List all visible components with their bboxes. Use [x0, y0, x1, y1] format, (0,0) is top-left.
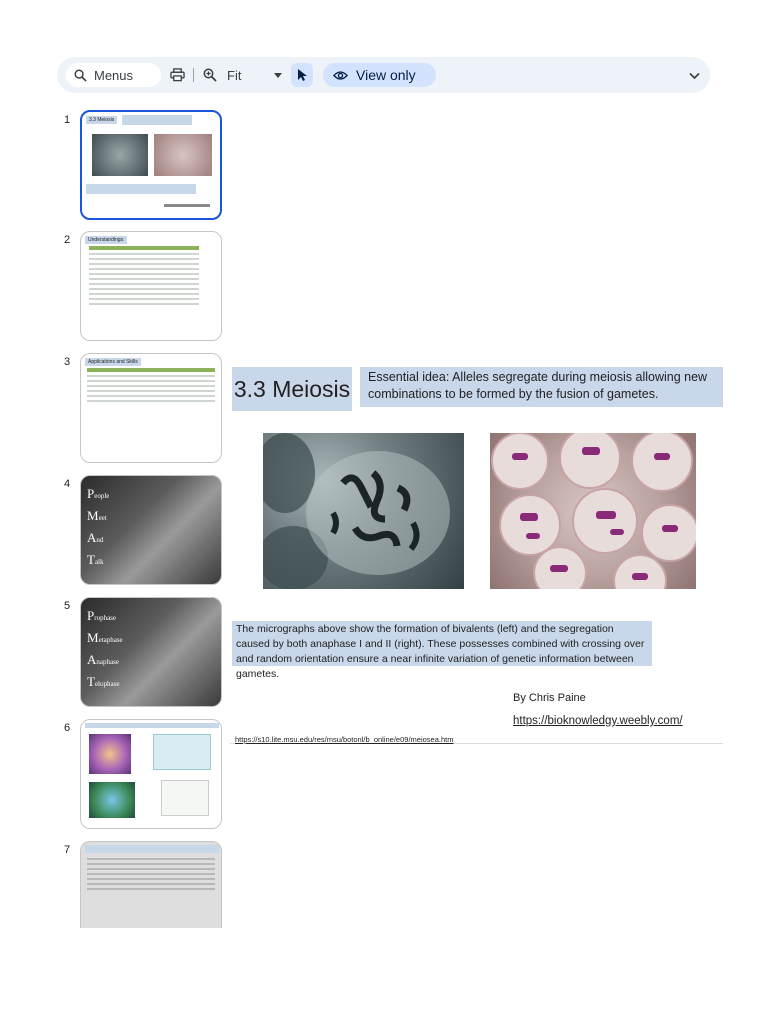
micrograph-anaphase-image: [490, 433, 696, 589]
search-icon: [74, 69, 87, 82]
thumbnail-mnemonic-line: Prophase: [87, 608, 117, 623]
chevron-down-icon: [689, 72, 700, 80]
print-button[interactable]: [168, 66, 186, 84]
thumbnail-mnemonic-line: Telophase: [87, 674, 120, 689]
thumbnail-mnemonic-line: And: [87, 530, 104, 545]
print-icon: [170, 68, 185, 82]
thumbnail-header-bar: [85, 723, 219, 728]
eye-icon: [333, 70, 348, 81]
thumbnail-table-header: [89, 246, 199, 250]
thumbnail-title: 3.3 Meiosis: [86, 116, 117, 124]
thumbnail-animation-image: [89, 734, 131, 774]
toolbar: [57, 57, 710, 93]
thumbnail-table-rows: [87, 375, 215, 405]
thumbnail-page-6[interactable]: [80, 719, 222, 829]
source-link[interactable]: https://s10.lite.msu.edu/res/msu/botonl/b_online/e09/meiosea.htm: [235, 735, 454, 744]
thumbnail-animation-image: [161, 780, 209, 816]
thumbnail-page-5[interactable]: [80, 597, 222, 707]
thumbnail-mnemonic-line: Meet: [87, 508, 107, 523]
thumbnail-page-3[interactable]: [80, 353, 222, 463]
micrograph-anaphase: [490, 433, 696, 589]
menus-search-button[interactable]: [66, 63, 161, 87]
thumbnail-text-lines: [87, 858, 215, 893]
micrograph-bivalents: [263, 433, 464, 589]
thumbnail-title: Understandings:: [85, 236, 127, 244]
slide-page-1: [230, 364, 723, 744]
menus-label: Menus: [94, 67, 134, 83]
thumbnail-mnemonic-line: Metaphase: [87, 630, 123, 645]
page-thumbnails-panel: [45, 108, 225, 928]
zoom-button[interactable]: [201, 66, 219, 84]
thumbnail-table-rows: [89, 253, 199, 308]
thumbnail-micrograph-left: [92, 134, 148, 176]
thumbnail-mnemonic-line: Anaphase: [87, 652, 119, 667]
view-only-label: View only: [356, 67, 416, 83]
thumbnail-mnemonic-line: People: [87, 486, 110, 501]
thumbnail-page-4[interactable]: [80, 475, 222, 585]
thumbnail-micrograph-right: [154, 134, 212, 176]
thumbnail-number: 7: [64, 844, 71, 856]
thumbnail-caption-block: [86, 184, 196, 194]
micrograph-bivalents-image: [263, 433, 464, 589]
document-viewer: [45, 52, 723, 928]
cursor-icon: [297, 68, 308, 82]
toolbar-expand-button[interactable]: [689, 67, 700, 85]
thumbnail-number: 4: [64, 478, 71, 490]
thumbnail-page-1[interactable]: [80, 110, 222, 220]
toolbar-divider: [193, 68, 194, 82]
thumbnail-mnemonic-line: Talk: [87, 552, 104, 567]
dropdown-arrow-icon: [274, 73, 282, 78]
bioknowledgy-link[interactable]: https://bioknowledgy.weebly.com/: [513, 715, 683, 727]
thumbnail-animation-image: [89, 782, 135, 818]
thumbnail-text-block: [122, 115, 192, 125]
zoom-icon: [203, 68, 217, 82]
select-cursor-button[interactable]: [291, 63, 313, 87]
thumbnail-page-2[interactable]: [80, 231, 222, 341]
thumbnail-number: 6: [64, 722, 71, 734]
thumbnail-table-header: [87, 368, 215, 372]
thumbnail-number: 2: [64, 234, 71, 246]
essential-idea-text: Essential idea: Alleles segregate during meiosis allowing new combinations to be formed by the fusion of gametes.: [360, 367, 723, 407]
thumbnail-title: Applications and Skills: [85, 358, 141, 366]
thumbnail-number: 1: [64, 114, 71, 126]
thumbnail-header-bar: [85, 845, 219, 853]
zoom-level-select[interactable]: Fit: [227, 68, 242, 83]
author-credit: By Chris Paine: [513, 692, 586, 704]
view-only-mode-button[interactable]: [323, 63, 436, 87]
thumbnail-animation-image: [153, 734, 211, 770]
thumbnail-number: 5: [64, 600, 71, 612]
micrograph-caption: The micrographs above show the formation of bivalents (left) and the segregation caused by both anaphase I and II (right). These possesses combined with crossing over and random orientation ensure a near infinite variation of genetic information between gametes.: [232, 621, 652, 666]
thumbnail-page-7[interactable]: [80, 841, 222, 928]
slide-title: 3.3 Meiosis: [232, 367, 352, 411]
zoom-dropdown[interactable]: [269, 66, 287, 84]
thumbnail-number: 3: [64, 356, 71, 368]
thumbnail-author-line: [164, 204, 210, 207]
